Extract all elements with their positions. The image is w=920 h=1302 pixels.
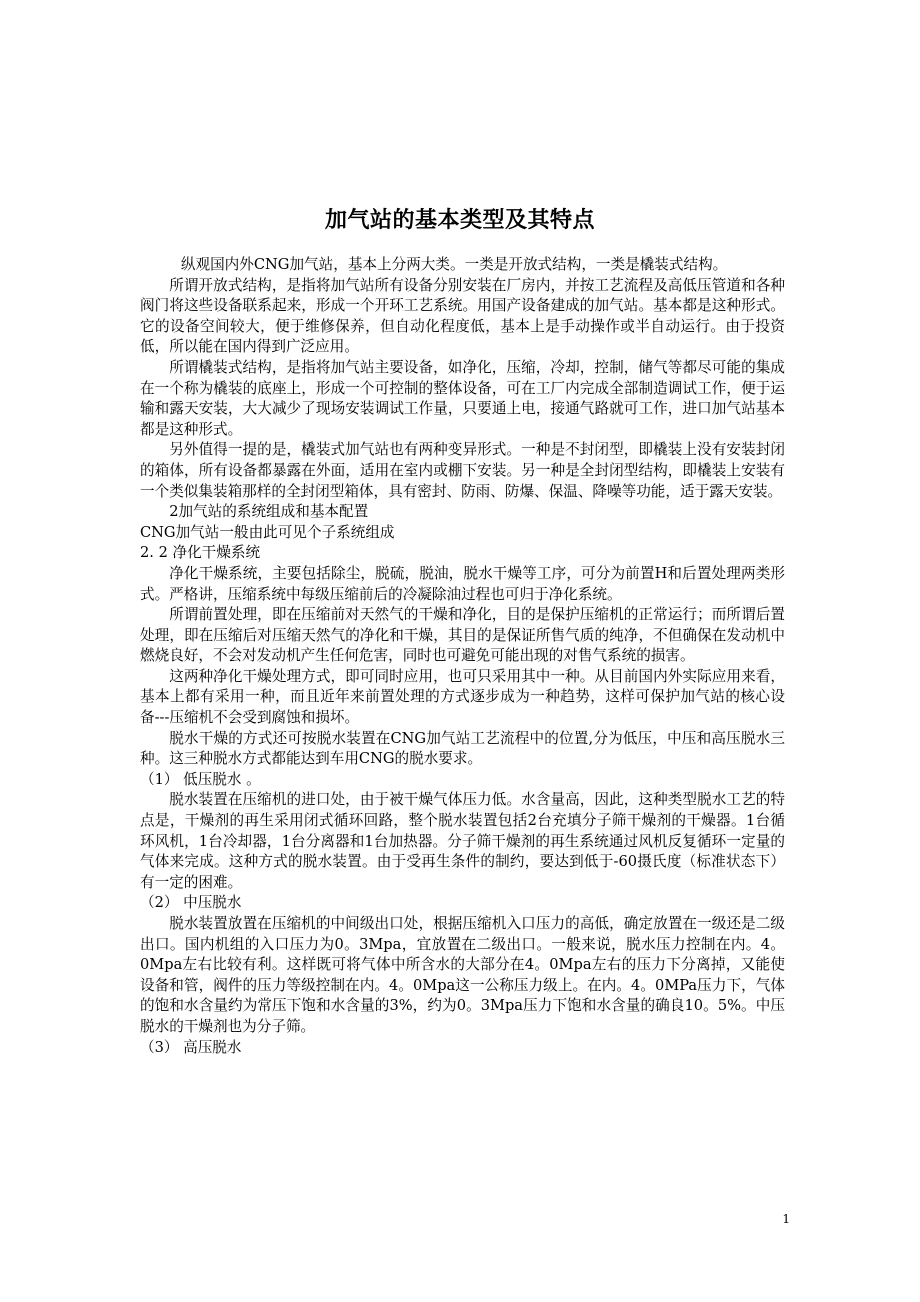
paragraph: 这两种净化干燥处理方式，即可同时应用，也可只采用其中一种。从目前国内外实际应用来看，基本上都有采用一种，而且近年来前置处理的方式逐步成为一种趋势，这样可保护加气站的核心设备---压缩机不会受到腐蚀和损坏。 bbox=[140, 667, 785, 727]
paragraph: （1） 低压脱水 。 bbox=[140, 770, 261, 788]
paragraph: 2. 2 净化干燥系统 bbox=[140, 544, 261, 562]
paragraph: 所谓开放式结构，是指将加气站所有设备分别安装在厂房内，并按工艺流程及高低压管道和各种阀门将这些设备联系起来，形成一个开环工艺系统。用国产设备建成的加气站。基本都是这种形式。它的设备空间较大，便于维修保养，但自动化程度低，基本上是手动操作或半自动运行。由于投资低，所以能在国内得到广泛应用。 bbox=[140, 276, 785, 356]
page-number: 1 bbox=[782, 1212, 790, 1226]
paragraph: 净化干燥系统，主要包括除尘，脱硫，脱油，脱水干燥等工序，可分为前置H和后置处理两类形式。严格讲，压缩系统中每级压缩前后的冷凝除油过程也可归于净化系统。 bbox=[140, 564, 785, 603]
paragraph: 脱水装置放置在压缩机的中间级出口处，根据压缩机入口压力的高低，确定放置在一级还是二级出口。国内机组的入口压力为0。3Mpa，宜放置在二级出口。一般来说，脱水压力控制在内。4。0Mpa左右比较有利。这样既可将气体中所含水的大部分在4。0Mpa左右的压力下分离掉，又能使设备和管，阀件的压力等级控制在内。4。0Mpa这一公称压力级上。在内。4。0MPa压力下，气体的饱和水含量约为常压下饱和水含量的3%，约为0。3Mpa压力下饱和水含量的确良10。5%。中压脱水的干燥剂也为分子筛。 bbox=[140, 915, 785, 1035]
paragraph: 纵观国内外CNG加气站，基本上分两大类。一类是开放式结构，一类是橇装式结构。 bbox=[180, 256, 728, 273]
document-title: 加气站的基本类型及其特点 bbox=[324, 207, 595, 233]
paragraph: 2加气站的系统组成和基本配置 bbox=[169, 503, 369, 521]
paragraph: （3） 高压脱水 bbox=[140, 1038, 242, 1056]
paragraph: CNG加气站一般由此可见个子系统组成 bbox=[140, 523, 395, 541]
paragraph: （2） 中压脱水 bbox=[140, 894, 242, 912]
paragraph: 脱水干燥的方式还可按脱水装置在CNG加气站工艺流程中的位置,分为低压，中压和高压脱水三种。这三种脱水方式都能达到车用CNG的脱水要求。 bbox=[140, 729, 785, 768]
paragraph: 脱水装置在压缩机的进口处，由于被干燥气体压力低。水含量高，因此，这种类型脱水工艺的特点是，干燥剂的再生采用闭式循环回路，整个脱水装置包括2台充填分子筛干燥剂的干燥器。1台循环风机，1台冷却器，1台分离器和1台加热器。分子筛干燥剂的再生系统通过风机反复循环一定量的气体来完成。这种方式的脱水装置。由于受再生条件的制约，要达到低于-60摄氏度（标准状态下）有一定的困难。 bbox=[140, 791, 785, 891]
paragraph: 另外值得一提的是，橇装式加气站也有两种变异形式。一种是不封闭型，即橇装上没有安装封闭的箱体，所有设备都暴露在外面，适用在室内或棚下安装。另一种是全封闭型结构，即橇装上安装有一个类似集装箱那样的全封闭型箱体，具有密封、防雨、防爆、保温、降噪等功能，适于露天安装。 bbox=[140, 441, 785, 500]
document-body bbox=[140, 255, 785, 1058]
paragraph: 所谓橇装式结构，是指将加气站主要设备，如净化，压缩，冷却，控制，储气等都尽可能的集成在一个称为橇装的底座上，形成一个可控制的整体设备，可在工厂内完成全部制造调试工作，便于运输和露天安装，大大减少了现场安装调试工作量，只要通上电，接通气路就可工作，进口加气站基本都是这种形式。 bbox=[140, 358, 785, 438]
paragraph: 所谓前置处理，即在压缩前对天然气的干燥和净化，目的是保护压缩机的正常运行；而所谓后置处理，即在压缩后对压缩天然气的净化和干燥，其目的是保证所售气质的纯净，不但确保在发动机中燃烧良好，不会对发动机产生任何危害，同时也可避免可能出现的对售气系统的损害。 bbox=[140, 606, 785, 665]
